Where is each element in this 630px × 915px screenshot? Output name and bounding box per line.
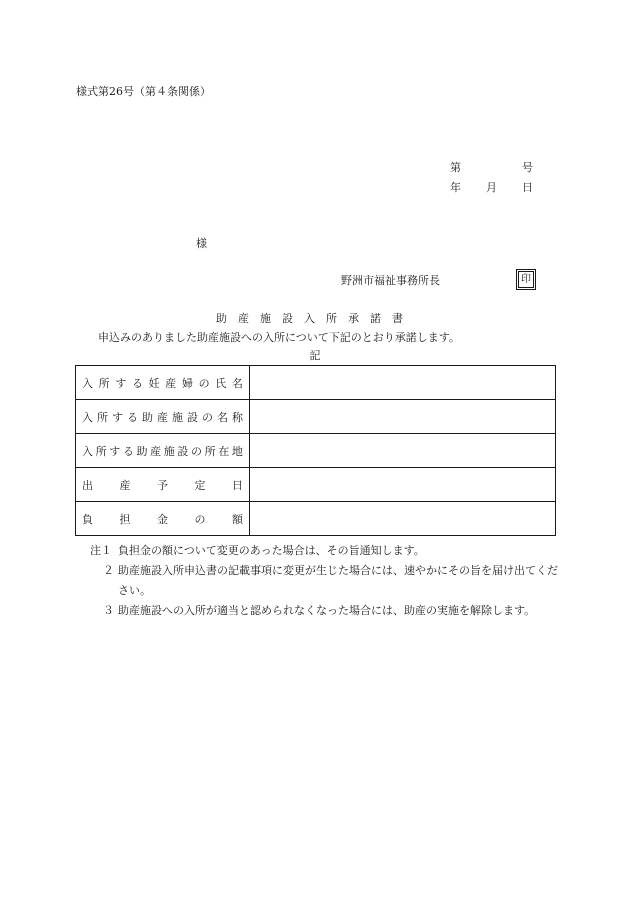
note-text: 助産施設への入所が適当と認められなくなった場合には、助産の実施を解除します。	[118, 604, 536, 617]
row-value-field[interactable]	[250, 502, 556, 536]
note-item	[80, 541, 560, 561]
document-title: 助産施設入所承諾書	[216, 312, 414, 325]
row-label-text: 負 担 金 の 額	[82, 512, 243, 526]
row-label	[76, 502, 250, 536]
row-value-field[interactable]	[250, 468, 556, 502]
ki-heading: 記	[309, 349, 321, 362]
row-label-text: 出 産 予 定 日	[82, 478, 243, 492]
issuer-name: 野洲市福祉事務所長	[341, 274, 440, 287]
table-row	[76, 468, 556, 502]
notes-section	[80, 541, 560, 621]
date-day: 日	[522, 181, 533, 194]
row-label-text: 入 所 す る 助 産 施 設 の 所 在 地	[82, 444, 243, 458]
addressee-suffix: 様	[196, 237, 207, 250]
seal-mark: 印	[518, 271, 534, 288]
row-label	[76, 400, 250, 434]
row-label	[76, 468, 250, 502]
table-row	[76, 400, 556, 434]
note-number: ２	[103, 564, 114, 577]
intro-text: 申込みのありました助産施設への入所について下記のとおり承諾します。	[98, 331, 460, 344]
note-item	[80, 561, 560, 601]
row-value-field[interactable]	[250, 366, 556, 400]
row-label-text: 入 所 す る 妊 産 婦 の 氏 名	[82, 376, 243, 390]
row-label-text: 入 所 す る 助 産 施 設 の 名 称	[82, 410, 243, 424]
details-table	[75, 365, 556, 536]
note-number: 注１	[90, 544, 112, 557]
row-value-field[interactable]	[250, 400, 556, 434]
row-value-field[interactable]	[250, 434, 556, 468]
row-label	[76, 366, 250, 400]
date-year: 年	[450, 181, 461, 194]
note-number: ３	[103, 604, 114, 617]
doc-number-prefix: 第	[450, 161, 461, 174]
table-row	[76, 434, 556, 468]
row-label	[76, 434, 250, 468]
note-text: 助産施設入所申込書の記載事項に変更が生じた場合には、速やかにその旨を届け出てください。	[118, 564, 558, 597]
note-text: 負担金の額について変更のあった場合は、その旨通知します。	[118, 544, 425, 557]
table-row	[76, 502, 556, 536]
note-item	[80, 601, 560, 621]
form-number: 様式第26号（第４条関係）	[76, 85, 211, 98]
doc-number-suffix: 号	[522, 161, 533, 174]
date-month: 月	[486, 181, 497, 194]
table-row	[76, 366, 556, 400]
